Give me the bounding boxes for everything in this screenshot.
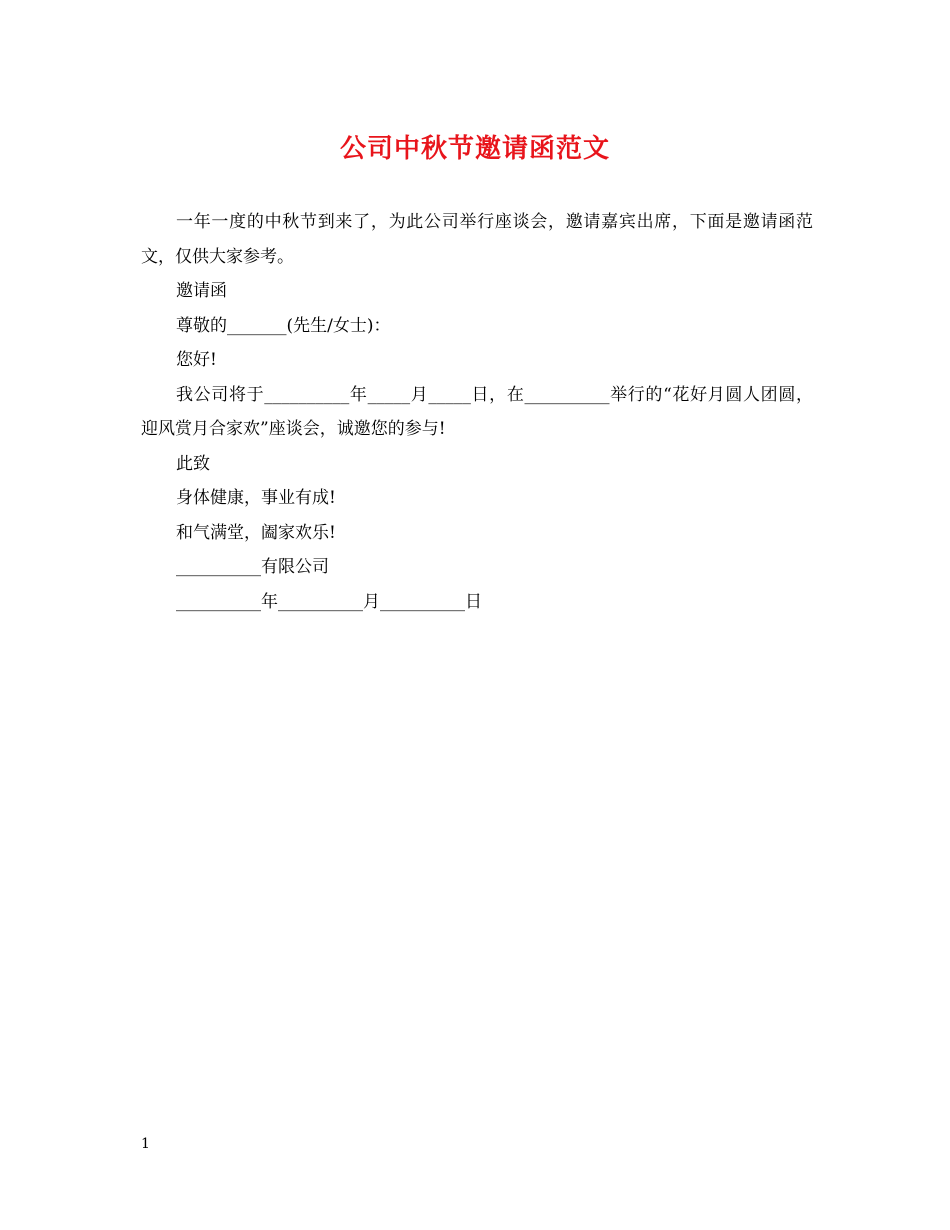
greeting: 您好!	[176, 350, 217, 370]
wish-line-1: 身体健康，事业有成!	[176, 488, 336, 508]
company-signature: __________有限公司	[176, 557, 329, 577]
closing: 此致	[176, 453, 210, 474]
invitation-paragraph: 我公司将于__________年_____月_____日，在__________举行的“花好月圆人团圆，迎风赏月合家欢”座谈会，诚邀您的参与!	[141, 384, 813, 439]
letter-heading: 邀请函	[176, 281, 227, 301]
signature-date: __________年__________月__________日	[176, 591, 482, 612]
salutation: 尊敬的_______(先生/女士)：	[176, 315, 391, 336]
document-title: 公司中秋节邀请函范文	[339, 134, 610, 164]
document-body	[141, 205, 813, 619]
intro-paragraph: 一年一度的中秋节到来了，为此公司举行座谈会，邀请嘉宾出席，下面是邀请函范文，仅供大家参考。	[141, 212, 813, 267]
page-number: 1	[141, 1136, 150, 1152]
wish-line-2: 和气满堂，阖家欢乐!	[176, 522, 336, 543]
